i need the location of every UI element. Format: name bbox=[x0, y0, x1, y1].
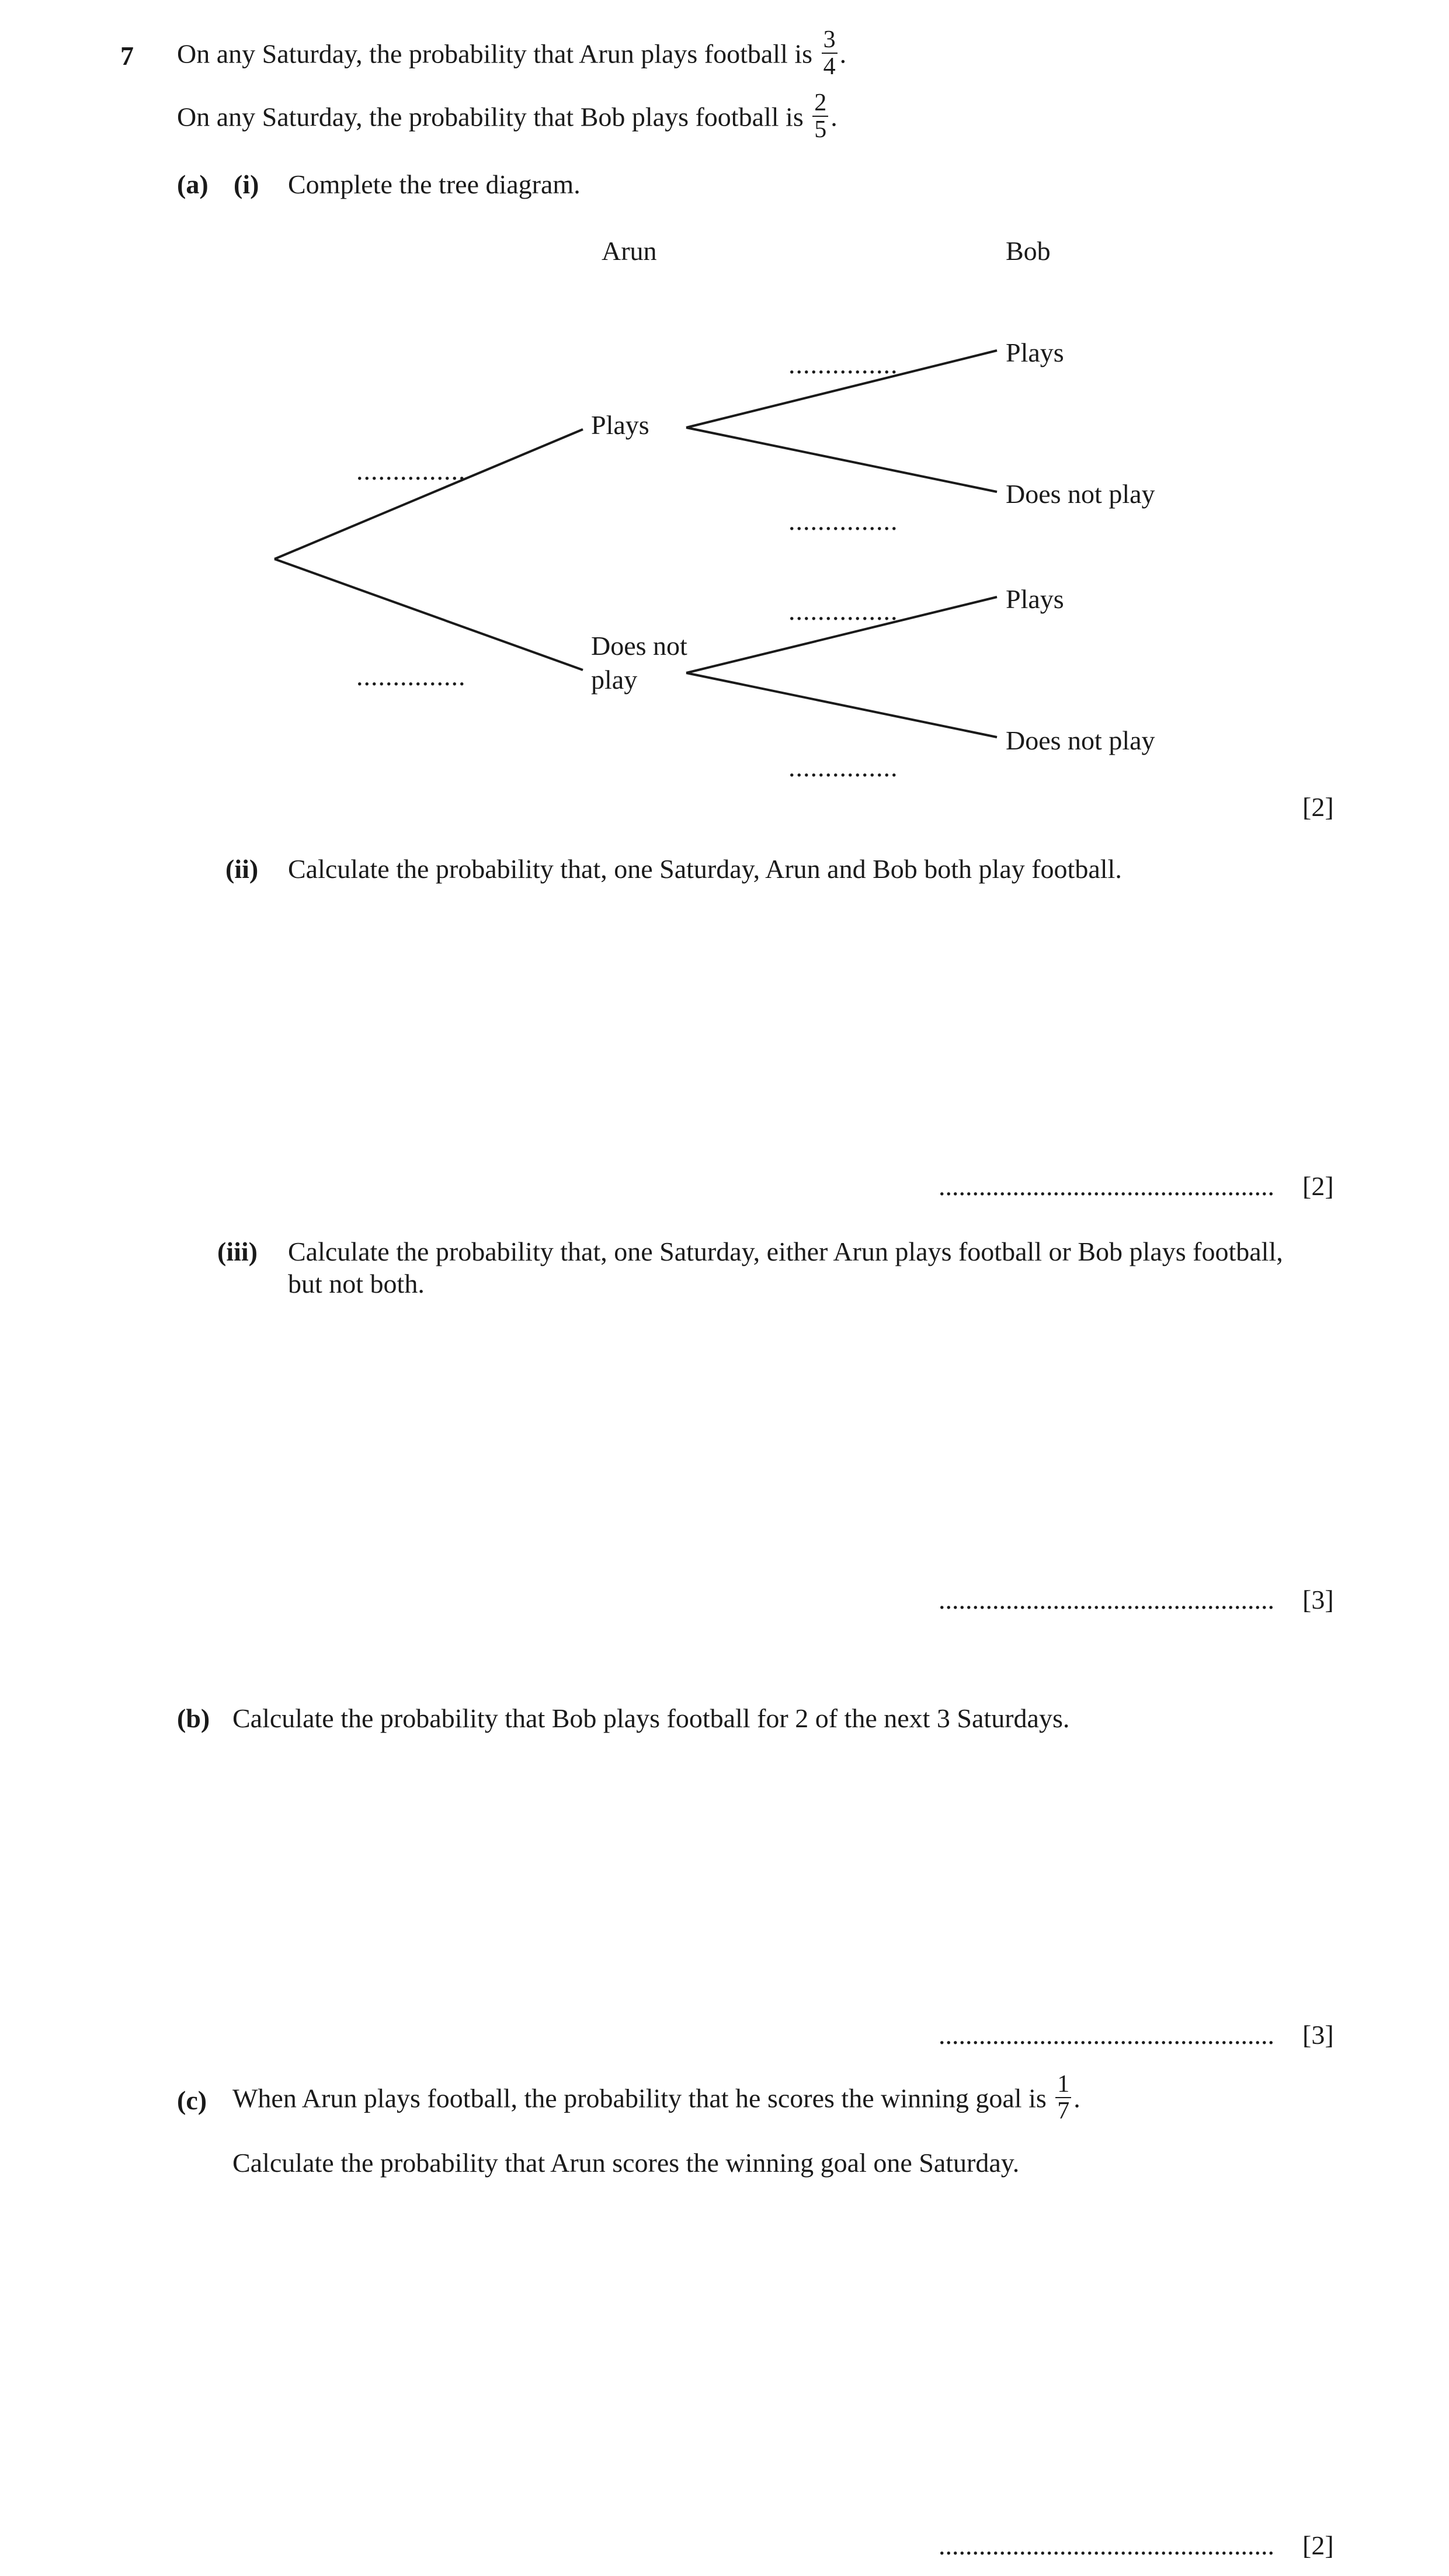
part-a-iii-answer-line[interactable]: .................................................. bbox=[939, 1585, 1274, 1615]
part-a-ii-text: Calculate the probability that, one Saturday, Arun and Bob both play football. bbox=[288, 854, 1122, 884]
fraction-numerator: 3 bbox=[822, 27, 838, 54]
intro-line-2-text: On any Saturday, the probability that Bob plays football is bbox=[177, 102, 804, 132]
tree-heading-bob: Bob bbox=[1006, 236, 1051, 266]
tree-diagram bbox=[0, 0, 1449, 818]
blank-bob-plays-prob-2[interactable]: ............... bbox=[788, 596, 898, 626]
branch-bob-not-play-2 bbox=[686, 673, 997, 737]
fraction-denominator: 4 bbox=[823, 53, 836, 81]
part-c-text-line1: When Arun plays football, the probability that he scores the winning goal is bbox=[232, 2083, 1047, 2113]
part-a-iii-label: (iii) bbox=[217, 1237, 258, 1266]
part-a-ii-label: (ii) bbox=[225, 854, 259, 884]
part-a-iii-marks: [3] bbox=[1302, 1585, 1334, 1615]
part-a-i-marks: [2] bbox=[1302, 792, 1334, 822]
part-c-label: (c) bbox=[177, 2085, 207, 2115]
part-a-iii-text-line1: Calculate the probability that, one Saturday, either Arun plays football or Bob plays football, bbox=[288, 1237, 1283, 1266]
tree-heading-arun: Arun bbox=[602, 236, 657, 266]
part-c-line1-end: . bbox=[1073, 2083, 1080, 2113]
tree-bob-not-play-2: Does not play bbox=[1006, 725, 1155, 755]
part-a-ii-marks: [2] bbox=[1302, 1171, 1334, 1201]
part-b-answer-line[interactable]: .................................................. bbox=[939, 2020, 1274, 2050]
branch-bob-not-play-1 bbox=[686, 428, 997, 492]
tree-arun-plays: Plays bbox=[591, 410, 649, 440]
blank-bob-not-play-prob-2[interactable]: ............... bbox=[788, 752, 898, 782]
branch-arun-plays bbox=[274, 429, 583, 559]
blank-arun-not-play-prob[interactable]: ............... bbox=[356, 661, 466, 691]
tree-arun-not-play-line2: play bbox=[591, 665, 638, 695]
tree-bob-plays-2: Plays bbox=[1006, 584, 1064, 614]
part-b-label: (b) bbox=[177, 1703, 210, 1733]
fraction-denominator: 5 bbox=[814, 116, 827, 144]
intro-line-1-end: . bbox=[839, 39, 847, 69]
part-c-answer-line[interactable]: .................................................. bbox=[939, 2530, 1274, 2560]
tree-arun-not-play-line1: Does not bbox=[591, 631, 687, 661]
question-number: 7 bbox=[120, 41, 134, 71]
part-a-i-label: (i) bbox=[234, 169, 259, 199]
fraction-denominator: 7 bbox=[1057, 2098, 1070, 2125]
part-c-text-line2: Calculate the probability that Arun scores the winning goal one Saturday. bbox=[232, 2148, 1020, 2178]
part-a-ii-answer-line[interactable]: .................................................. bbox=[939, 1171, 1274, 1201]
intro-line-1-text: On any Saturday, the probability that Arun plays football is bbox=[177, 39, 813, 69]
tree-bob-plays-1: Plays bbox=[1006, 338, 1064, 367]
part-b-text: Calculate the probability that Bob plays football for 2 of the next 3 Saturdays. bbox=[232, 1703, 1070, 1733]
blank-bob-plays-prob-1[interactable]: ............... bbox=[788, 349, 898, 379]
blank-bob-not-play-prob-1[interactable]: ............... bbox=[788, 506, 898, 536]
part-c-line1 bbox=[232, 2071, 1080, 2127]
part-c-marks: [2] bbox=[1302, 2530, 1334, 2560]
tree-bob-not-play-1: Does not play bbox=[1006, 479, 1155, 509]
branch-arun-not-play bbox=[274, 559, 583, 670]
fraction-one-seventh bbox=[1055, 2071, 1071, 2124]
fraction-numerator: 1 bbox=[1055, 2071, 1071, 2098]
blank-arun-plays-prob[interactable]: ............... bbox=[356, 456, 466, 485]
part-b-marks: [3] bbox=[1302, 2020, 1334, 2050]
intro-line-2-end: . bbox=[831, 102, 838, 132]
part-a-iii-text-line2: but not both. bbox=[288, 1269, 425, 1299]
part-a-label: (a) bbox=[177, 169, 209, 199]
fraction-numerator: 2 bbox=[812, 90, 828, 117]
part-a-i-text: Complete the tree diagram. bbox=[288, 169, 581, 199]
